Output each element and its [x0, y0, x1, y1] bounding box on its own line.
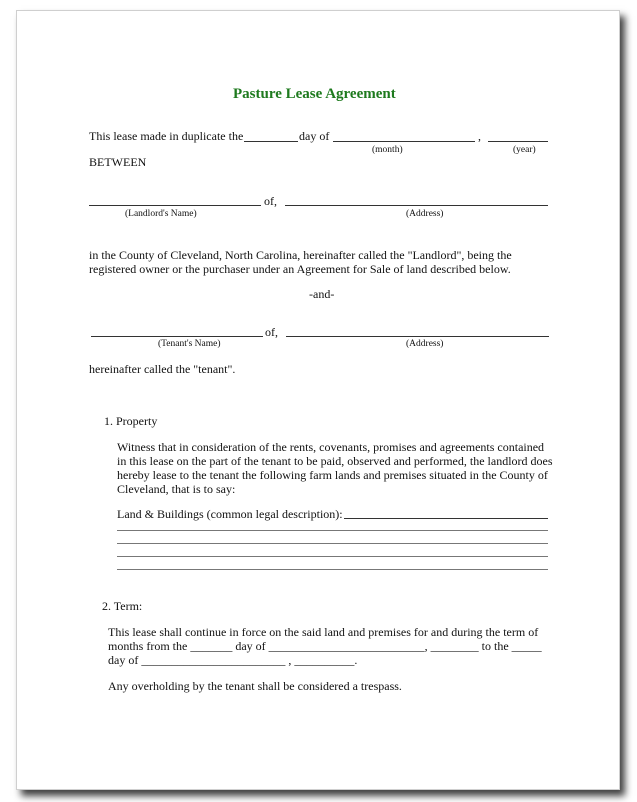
landlord-address-blank: [285, 205, 548, 206]
year-label: (year): [513, 145, 536, 155]
tenant-address-label: (Address): [406, 339, 444, 349]
tenant-address-blank: [286, 336, 549, 337]
month-label: (month): [372, 145, 403, 155]
land-description-blank-4: [117, 556, 548, 557]
term-line-3: day of ________________________ , __________.: [108, 653, 358, 667]
between-text: BETWEEN: [89, 155, 147, 169]
term-line-1: This lease shall continue in force on the said land and premises for and during the term of: [108, 625, 539, 639]
and-separator: -and-: [309, 287, 335, 301]
term-line-2: months from the _______ day of __________________________, ________ to the _____: [108, 639, 542, 653]
intro-comma: ,: [478, 129, 481, 143]
county-paragraph-line-2: registered owner or the purchaser under an Agreement for Sale of land described below.: [89, 262, 511, 276]
tenant-name-blank: [91, 336, 263, 337]
section-1-heading: 1. Property: [104, 414, 158, 428]
lease-document-page: [16, 10, 620, 790]
tenant-of-text: of,: [265, 325, 278, 339]
land-description-blank-3: [117, 543, 548, 544]
tenant-name-label: (Tenant's Name): [158, 339, 221, 349]
document-title: Pasture Lease Agreement: [233, 86, 396, 102]
intro-text: This lease made in duplicate the: [89, 129, 244, 143]
landlord-name-label: (Landlord's Name): [125, 209, 197, 219]
land-description-blank-2: [117, 530, 548, 531]
section-1-line-1: Witness that in consideration of the rents, covenants, promises and agreements contained: [117, 440, 545, 454]
landlord-of-text: of,: [264, 194, 277, 208]
day-blank: [244, 141, 298, 142]
section-1-line-4: Cleveland, that is to say:: [117, 482, 236, 496]
day-of-text: day of: [299, 129, 330, 143]
land-description-blank-1: [344, 518, 548, 519]
overholding-text: Any overholding by the tenant shall be considered a trespass.: [108, 679, 402, 693]
year-blank: [488, 141, 548, 142]
land-description-blank-5: [117, 569, 548, 570]
tenant-called-text: hereinafter called the "tenant".: [89, 362, 236, 376]
section-2-heading: 2. Term:: [102, 599, 143, 613]
county-paragraph-line-1: in the County of Cleveland, North Carolina, hereinafter called the "Landlord", being the: [89, 248, 512, 262]
section-1-line-3: hereby lease to the tenant the following farm lands and premises situated in the County of: [117, 468, 548, 482]
land-description-label: Land & Buildings (common legal description):: [117, 507, 343, 521]
month-blank: [333, 141, 475, 142]
landlord-address-label: (Address): [406, 209, 444, 219]
section-1-line-2: in this lease on the part of the tenant to be paid, observed and performed, the landlord does: [117, 454, 553, 468]
landlord-name-blank: [89, 205, 261, 206]
